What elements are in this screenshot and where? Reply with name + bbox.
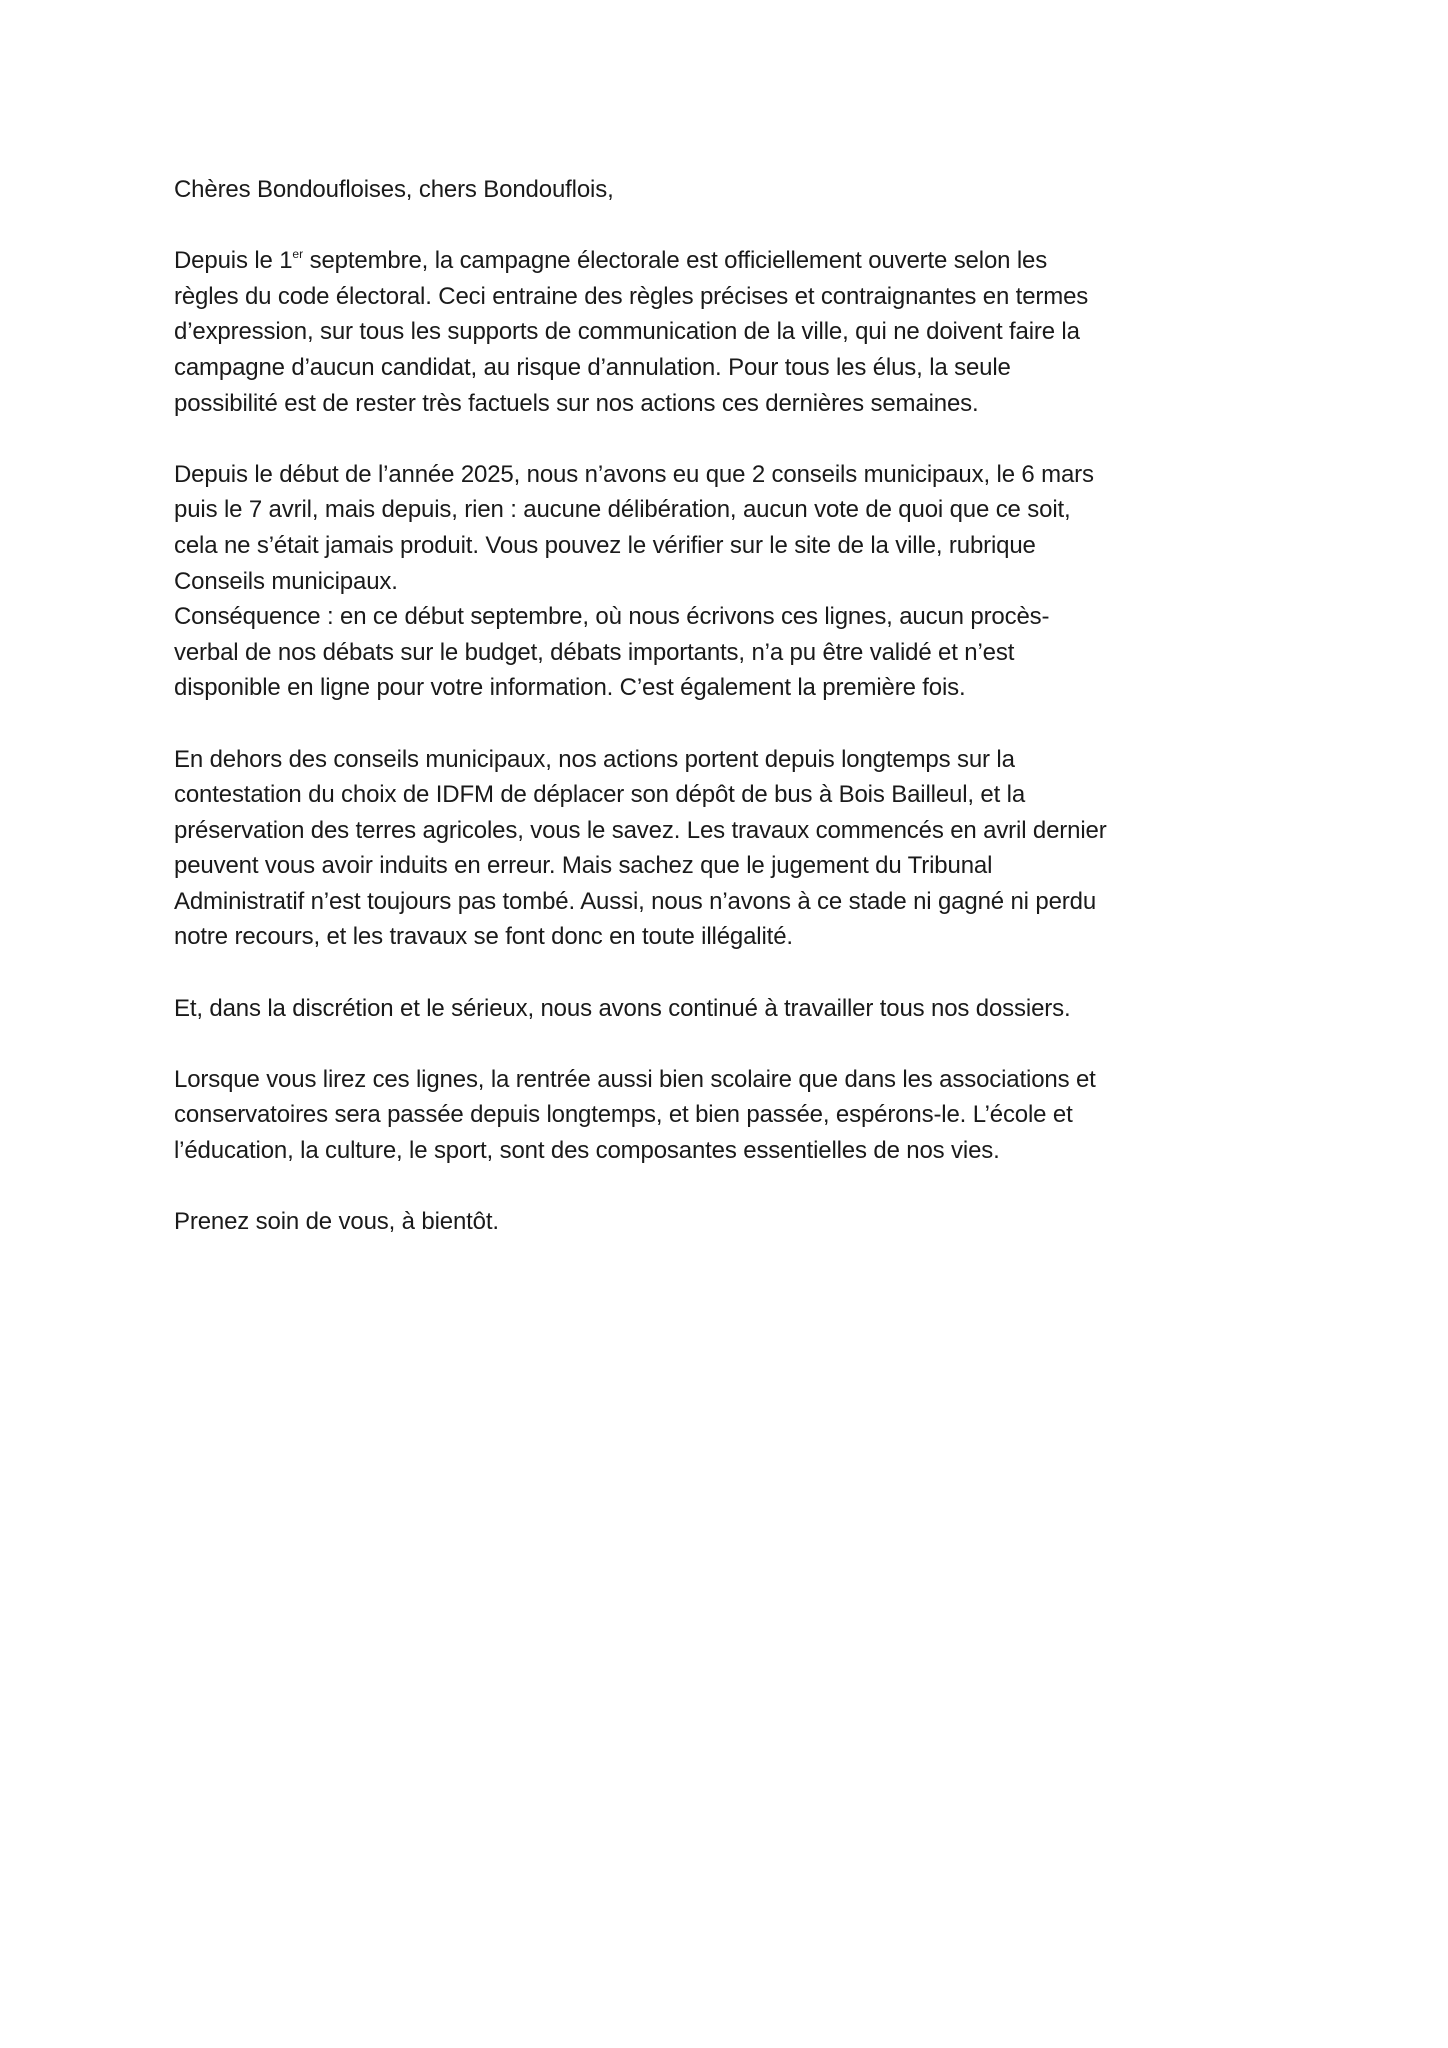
- paragraph-line: préservation des terres agricoles, vous le savez. Les travaux commencés en avril dernier: [174, 816, 1107, 844]
- paragraph-spacer: [174, 1169, 1294, 1205]
- paragraph-line: Et, dans la discrétion et le sérieux, nous avons continué à travailler tous nos dossiers.: [174, 994, 1071, 1022]
- salutation: Chères Bondoufloises, chers Bondouflois,: [174, 176, 614, 203]
- paragraph-line: Conséquence : en ce début septembre, où nous écrivons ces lignes, aucun procès-: [174, 603, 1050, 631]
- paragraph-line: cela ne s’était jamais produit. Vous pouvez le vérifier sur le site de la ville, rubrique: [174, 531, 1036, 559]
- paragraph-continued-work: [174, 991, 1294, 1027]
- paragraph-line: [174, 243, 1294, 279]
- paragraph-line: Conseils municipaux.: [174, 567, 398, 595]
- paragraph-line: disponible en ligne pour votre information. C’est également la première fois.: [174, 674, 966, 702]
- letter-body: [174, 172, 1294, 1240]
- paragraph-line: contestation du choix de IDFM de déplacer son dépôt de bus à Bois Bailleul, et la: [174, 781, 1026, 809]
- paragraph-line: notre recours, et les travaux se font donc en toute illégalité.: [174, 923, 793, 951]
- line-text: Depuis le 1: [174, 247, 293, 275]
- paragraph-campaign-rules: [174, 243, 1294, 421]
- ordinal-superscript: er: [292, 247, 304, 262]
- paragraph-line: campagne d’aucun candidat, au risque d’annulation. Pour tous les élus, la seule: [174, 353, 1011, 381]
- paragraph-line: En dehors des conseils municipaux, nos actions portent depuis longtemps sur la: [174, 745, 1015, 773]
- paragraph-back-to-school: [174, 1062, 1294, 1169]
- paragraph-municipal-councils: [174, 457, 1294, 706]
- paragraph-line: l’éducation, la culture, le sport, sont des composantes essentielles de nos vies.: [174, 1137, 1000, 1165]
- paragraph-line: Depuis le début de l’année 2025, nous n’avons eu que 2 conseils municipaux, le 6 mars: [174, 460, 1094, 488]
- paragraph-spacer: [174, 706, 1294, 742]
- paragraph-line: Administratif n’est toujours pas tombé. Aussi, nous n’avons à ce stade ni gagné ni perdu: [174, 887, 1097, 915]
- paragraph-spacer: [174, 955, 1294, 991]
- paragraph-spacer: [174, 421, 1294, 457]
- paragraph-line: peuvent vous avoir induits en erreur. Mais sachez que le jugement du Tribunal: [174, 852, 993, 880]
- paragraph-line: conservatoires sera passée depuis longtemps, et bien passée, espérons-le. L’école et: [174, 1101, 1073, 1129]
- paragraph-line: règles du code électoral. Ceci entraine des règles précises et contraignantes en termes: [174, 282, 1089, 310]
- line-text: septembre, la campagne électorale est officiellement ouverte selon les: [303, 247, 1048, 275]
- paragraph-spacer: [174, 208, 1294, 244]
- paragraph-bus-depot: [174, 742, 1294, 956]
- paragraph-spacer: [174, 1026, 1294, 1062]
- paragraph-line: Lorsque vous lirez ces lignes, la rentrée aussi bien scolaire que dans les associations et: [174, 1065, 1096, 1093]
- paragraph-line: verbal de nos débats sur le budget, débats importants, n’a pu être validé et n’est: [174, 638, 1015, 666]
- paragraph-line: d’expression, sur tous les supports de communication de la ville, qui ne doivent faire la: [174, 318, 1080, 346]
- paragraph-line: possibilité est de rester très factuels sur nos actions ces dernières semaines.: [174, 389, 979, 417]
- closing: Prenez soin de vous, à bientôt.: [174, 1208, 499, 1236]
- paragraph-line: puis le 7 avril, mais depuis, rien : aucune délibération, aucun vote de quoi que ce soit,: [174, 496, 1071, 524]
